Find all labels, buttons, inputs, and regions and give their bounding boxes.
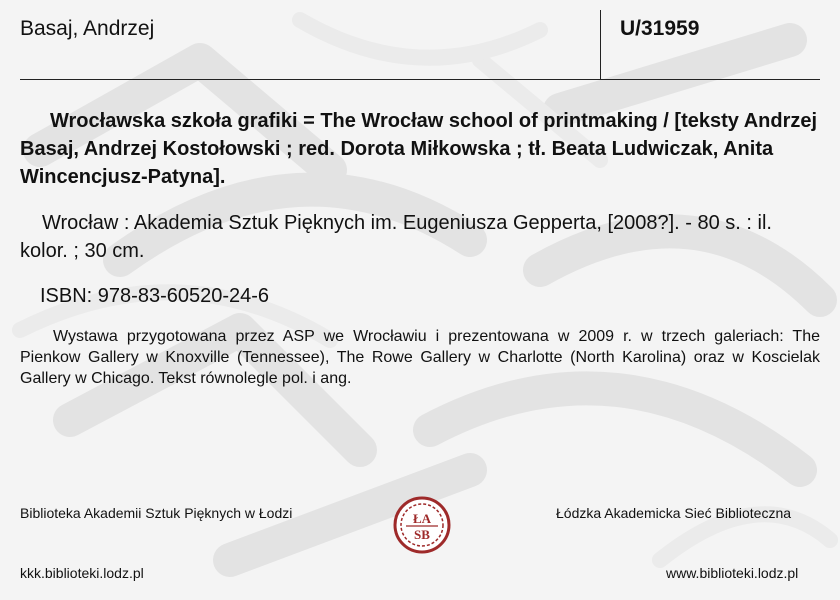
isbn: ISBN: 978-83-60520-24-6 xyxy=(40,285,270,307)
logo-text-bottom: SB xyxy=(414,527,430,542)
title-statement: Wrocławska szkoła grafiki = The Wrocław school of printmaking / [teksty Andrzej Basaj, Andrzej Kostołowski ; red. Dorota Miłkowska ; tł. Beata Ludwiczak, Anita Wincencjusz-Patyna]. xyxy=(20,110,818,188)
logo-text-top: ŁA xyxy=(412,511,432,526)
footer-library-left: Biblioteka Akademii Sztuk Pięknych w Łodzi xyxy=(20,505,293,521)
general-note: Wystawa przygotowana przez ASP we Wrocławiu i prezentowana w 2009 r. w trzech galeriach: The Pienkow Gallery w Knoxville (Tennessee), The Rowe Gallery w Charlotte (North Karolina) oraz w Koscielak Gallery w Chicago. Tekst równolegle pol. i ang. xyxy=(20,328,820,387)
footer-url-left: kkk.biblioteki.lodz.pl xyxy=(20,565,144,581)
author-heading: Basaj, Andrzej xyxy=(20,17,155,40)
footer-library-right: Łódzka Akademicka Sieć Biblioteczna xyxy=(556,505,792,521)
footer-url-right: www.biblioteki.lodz.pl xyxy=(666,565,799,581)
header-divider-vertical xyxy=(600,10,601,80)
header-divider-horizontal xyxy=(20,79,820,80)
publication-info: Wrocław : Akademia Sztuk Pięknych im. Eugeniusza Gepperta, [2008?]. - 80 s. : il. kolor. ; 30 cm. xyxy=(20,212,772,262)
lasb-logo xyxy=(387,495,457,555)
call-number: U/31959 xyxy=(620,17,700,40)
